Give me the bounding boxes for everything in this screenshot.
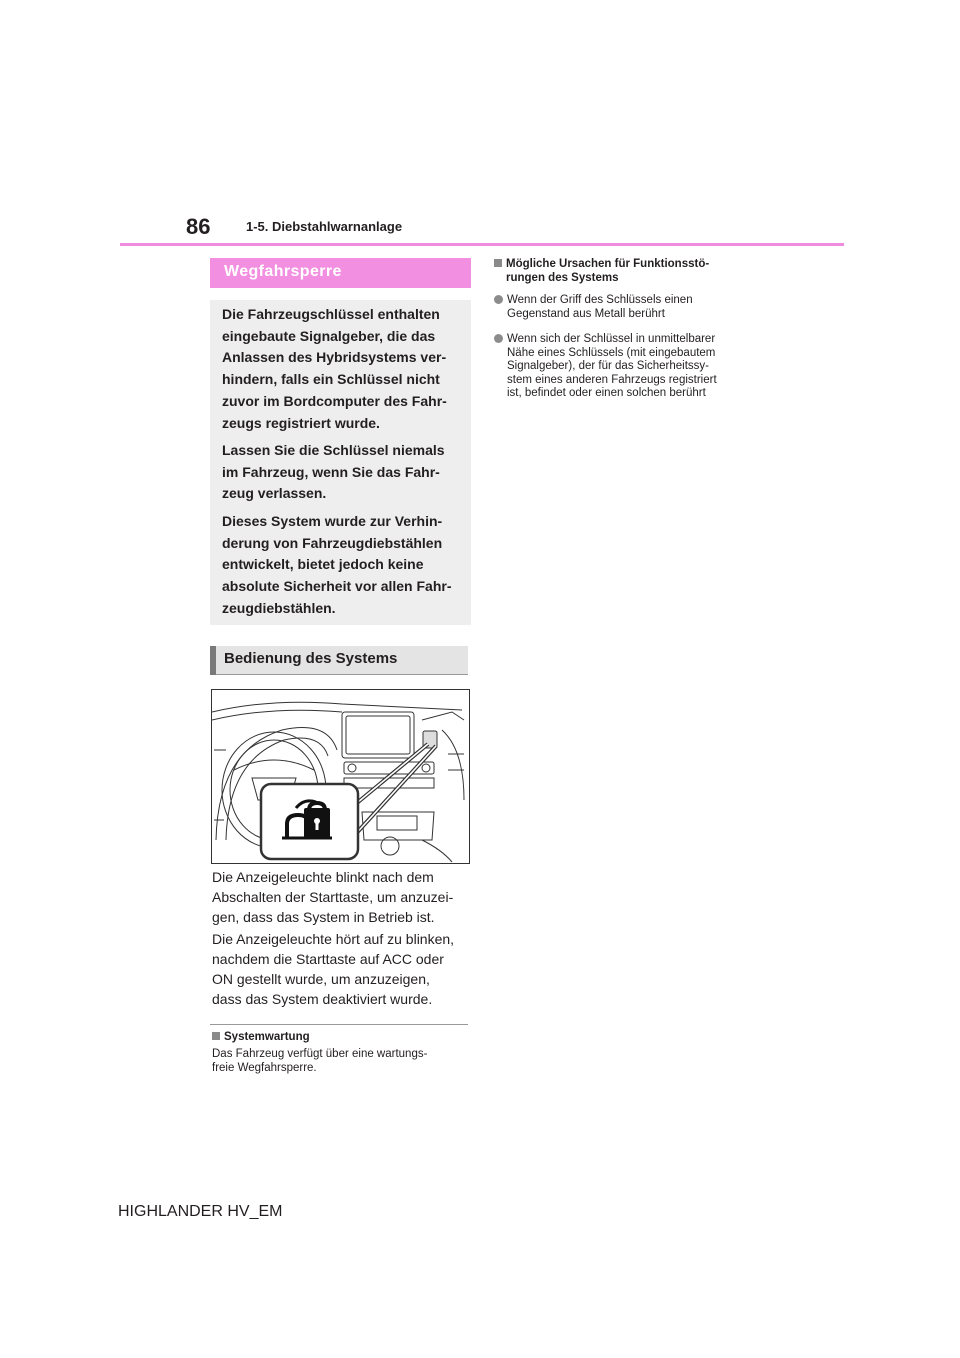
text-line: ist, befindet oder einen solchen berührt [507, 387, 706, 399]
text-line: Abschalten der Starttaste, um anzuzei- [212, 889, 454, 905]
info-line: zuvor im Bordcomputer des Fahr- [222, 392, 447, 409]
text-line: Gegenstand aus Metall berührt [507, 307, 665, 320]
text-line: Die Anzeigeleuchte blinkt nach dem [212, 869, 434, 885]
info-line: eingebaute Signalgeber, die das [222, 327, 436, 344]
square-bullet-icon [494, 259, 502, 267]
page-number: 86 [186, 214, 211, 239]
maintenance-text [212, 1048, 474, 1075]
maintenance-heading [212, 1030, 310, 1044]
info-box [210, 300, 471, 625]
section-title: 1-5. Diebstahlwarnanlage [246, 219, 403, 234]
bedienung-heading-label: Bedienung des Systems [224, 650, 398, 667]
square-bullet-icon [212, 1032, 220, 1040]
info-line: zeugs registriert wurde. [222, 414, 380, 431]
footer-model: HIGHLANDER HV_EM [118, 1203, 283, 1220]
dashboard-drawing [212, 690, 469, 863]
text-line: stem eines anderen Fahrzeugs registriert [507, 373, 717, 386]
dashboard-illustration [211, 689, 470, 864]
heading-bar [210, 646, 216, 675]
text-line: Nähe eines Schlüssels (mit eingebautem [507, 346, 716, 359]
body-paragraph-1 [212, 867, 474, 927]
text-line: nachdem die Starttaste auf ACC oder [212, 951, 444, 967]
bullet-dot-icon [494, 295, 503, 304]
header-rule [120, 243, 844, 246]
info-line: entwickelt, bietet jedoch keine [222, 556, 424, 573]
bullet-dot-icon [494, 334, 503, 343]
list-item [494, 294, 754, 322]
info-line: Dieses System wurde zur Verhin- [222, 513, 443, 529]
info-line: zeugdiebstählen. [222, 599, 336, 616]
wegfahrsperre-heading-label: Wegfahrsperre [224, 263, 342, 280]
info-line: hindern, falls ein Schlüssel nicht [222, 371, 440, 388]
info-paragraph-3 [222, 511, 466, 620]
text-line: Das Fahrzeug verfügt über eine wartungs- [212, 1048, 428, 1060]
malfunction-heading [494, 257, 756, 285]
info-paragraph-2 [222, 440, 466, 505]
text-line: Signalgeber), der für das Sicherheitssy- [507, 360, 709, 372]
info-paragraph-1 [222, 304, 466, 434]
divider [210, 1024, 468, 1025]
heading-line: Mögliche Ursachen für Funktionsstö- [506, 258, 710, 270]
info-line: Anlassen des Hybridsystems ver- [222, 349, 447, 366]
info-line: im Fahrzeug, wenn Sie das Fahr- [222, 463, 440, 480]
bedienung-heading [210, 646, 468, 675]
heading-line: rungen des Systems [506, 272, 619, 284]
text-line: dass das System deaktiviert wurde. [212, 991, 433, 1007]
info-line: Lassen Sie die Schlüssel niemals [222, 442, 445, 458]
list-item [494, 333, 754, 403]
text-line: freie Wegfahrsperre. [212, 1061, 317, 1074]
text-line: Die Anzeigeleuchte hört auf zu blinken, [212, 931, 455, 947]
text-line: Wenn sich der Schlüssel in unmittelbarer [507, 333, 716, 345]
wegfahrsperre-heading [210, 258, 471, 288]
maintenance-title: Systemwartung [224, 1031, 310, 1043]
text-line: ON gestellt wurde, um anzuzeigen, [212, 971, 430, 987]
info-line: absolute Sicherheit vor allen Fahr- [222, 578, 452, 595]
info-line: zeug verlassen. [222, 485, 327, 502]
text-line: gen, dass das System in Betrieb ist. [212, 909, 435, 925]
info-line: derung von Fahrzeugdiebstählen [222, 534, 443, 551]
info-line: Die Fahrzeugschlüssel enthalten [222, 306, 440, 322]
body-paragraph-2 [212, 929, 474, 1009]
text-line: Wenn der Griff des Schlüssels einen [507, 294, 693, 306]
